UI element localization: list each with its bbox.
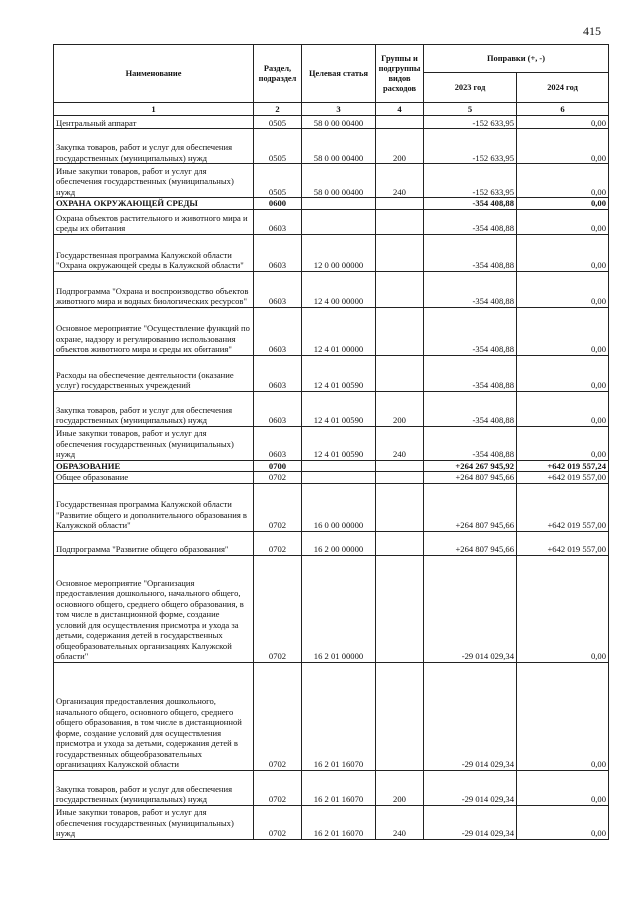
table-row — [54, 472, 609, 484]
row-amount-2023: -354 408,88 — [424, 234, 517, 271]
row-name: Организация предоставления дошкольного, начального общего, основного общего, среднего общего образования, в том числе в дистанционной форме, создание условий для осуществления присмотра и ухода за детьми, содержания детей в государственных общеобразовательных организациях Калужской области — [54, 662, 254, 770]
budget-amendments-table — [53, 44, 609, 840]
header-2023: 2023 год — [424, 73, 517, 103]
row-section: 0702 — [254, 770, 302, 805]
column-number: 1 — [54, 103, 254, 116]
row-section: 0603 — [254, 307, 302, 355]
row-group — [376, 271, 424, 307]
row-group: 240 — [376, 164, 424, 198]
row-section: 0603 — [254, 234, 302, 271]
row-section: 0505 — [254, 116, 302, 129]
row-amount-2023: -354 408,88 — [424, 355, 517, 391]
table-row — [54, 198, 609, 210]
row-amount-2024: 0,00 — [517, 391, 609, 426]
row-amount-2023: -354 408,88 — [424, 209, 517, 234]
row-target: 16 2 01 16070 — [302, 805, 376, 839]
row-group — [376, 662, 424, 770]
row-target: 16 2 01 00000 — [302, 555, 376, 662]
row-section: 0702 — [254, 483, 302, 531]
row-amount-2024: 0,00 — [517, 234, 609, 271]
row-name: Иные закупки товаров, работ и услуг для обеспечения государственных (муниципальных) нужд — [54, 426, 254, 460]
row-amount-2024: 0,00 — [517, 426, 609, 460]
row-amount-2023: -354 408,88 — [424, 426, 517, 460]
row-group — [376, 209, 424, 234]
header-amendments: Поправки (+, -) — [424, 45, 609, 73]
row-amount-2023: +264 807 945,66 — [424, 531, 517, 555]
table-row — [54, 531, 609, 555]
row-section: 0600 — [254, 198, 302, 210]
row-target — [302, 209, 376, 234]
row-section: 0603 — [254, 209, 302, 234]
row-section: 0603 — [254, 355, 302, 391]
header-target: Целевая статья — [302, 45, 376, 103]
row-target — [302, 472, 376, 484]
row-section: 0603 — [254, 271, 302, 307]
row-section: 0702 — [254, 555, 302, 662]
row-group — [376, 116, 424, 129]
table-row — [54, 164, 609, 198]
row-name: Подпрограмма "Охрана и воспроизводство объектов животного мира и водных биологических ресурсов" — [54, 271, 254, 307]
row-target: 16 2 01 16070 — [302, 770, 376, 805]
row-name: Государственная программа Калужской области "Развитие общего и дополнительного образования в Калужской области" — [54, 483, 254, 531]
table-row — [54, 116, 609, 129]
table-row — [54, 483, 609, 531]
row-amount-2024: 0,00 — [517, 355, 609, 391]
row-name: Закупка товаров, работ и услуг для обеспечения государственных (муниципальных) нужд — [54, 129, 254, 164]
row-group — [376, 198, 424, 210]
row-amount-2024: +642 019 557,00 — [517, 531, 609, 555]
row-amount-2023: -152 633,95 — [424, 164, 517, 198]
row-amount-2024: 0,00 — [517, 555, 609, 662]
row-amount-2023: +264 267 945,92 — [424, 460, 517, 472]
row-group — [376, 355, 424, 391]
row-amount-2024: 0,00 — [517, 129, 609, 164]
row-target: 12 0 00 00000 — [302, 234, 376, 271]
row-amount-2023: -29 014 029,34 — [424, 555, 517, 662]
row-amount-2024: +642 019 557,00 — [517, 483, 609, 531]
table-row — [54, 460, 609, 472]
row-amount-2024: 0,00 — [517, 164, 609, 198]
row-group — [376, 472, 424, 484]
table-row — [54, 355, 609, 391]
row-name: Закупка товаров, работ и услуг для обеспечения государственных (муниципальных) нужд — [54, 770, 254, 805]
table-row — [54, 805, 609, 839]
row-name: Иные закупки товаров, работ и услуг для обеспечения государственных (муниципальных) нужд — [54, 164, 254, 198]
row-target: 16 0 00 00000 — [302, 483, 376, 531]
row-name: ОХРАНА ОКРУЖАЮЩЕЙ СРЕДЫ — [54, 198, 254, 210]
header-group: Группы и подгруппы видов расходов — [376, 45, 424, 103]
row-amount-2024: +642 019 557,00 — [517, 472, 609, 484]
row-name: Основное мероприятие "Организация предоставления дошкольного, начального общего, основного общего, среднего общего образования, в том числе в дистанционной форме, создание условий для осуществления присмотра и ухода за детьми, содержания детей в государственных общеобразовательных организациях Калужской области" — [54, 555, 254, 662]
table-row — [54, 426, 609, 460]
row-target: 16 2 00 00000 — [302, 531, 376, 555]
row-section: 0505 — [254, 129, 302, 164]
row-amount-2024: 0,00 — [517, 198, 609, 210]
table-row — [54, 307, 609, 355]
row-target: 12 4 01 00590 — [302, 426, 376, 460]
row-amount-2024: 0,00 — [517, 770, 609, 805]
row-name: Охрана объектов растительного и животного мира и среды их обитания — [54, 209, 254, 234]
row-name: ОБРАЗОВАНИЕ — [54, 460, 254, 472]
column-number: 6 — [517, 103, 609, 116]
row-amount-2024: 0,00 — [517, 805, 609, 839]
row-amount-2024: 0,00 — [517, 271, 609, 307]
column-number: 3 — [302, 103, 376, 116]
row-target: 12 4 01 00590 — [302, 391, 376, 426]
row-group — [376, 483, 424, 531]
row-group: 240 — [376, 805, 424, 839]
table-row — [54, 129, 609, 164]
header-section: Раздел, подраздел — [254, 45, 302, 103]
row-name: Закупка товаров, работ и услуг для обеспечения государственных (муниципальных) нужд — [54, 391, 254, 426]
row-name: Расходы на обеспечение деятельности (оказание услуг) государственных учреждений — [54, 355, 254, 391]
row-name: Центральный аппарат — [54, 116, 254, 129]
table-row — [54, 271, 609, 307]
row-target: 16 2 01 16070 — [302, 662, 376, 770]
row-name: Общее образование — [54, 472, 254, 484]
row-group: 200 — [376, 770, 424, 805]
row-group — [376, 555, 424, 662]
table-row — [54, 770, 609, 805]
row-amount-2024: 0,00 — [517, 662, 609, 770]
table-row — [54, 662, 609, 770]
row-name: Государственная программа Калужской области "Охрана окружающей среды в Калужской области" — [54, 234, 254, 271]
row-section: 0505 — [254, 164, 302, 198]
row-name: Иные закупки товаров, работ и услуг для обеспечения государственных (муниципальных) нужд — [54, 805, 254, 839]
row-target: 58 0 00 00400 — [302, 129, 376, 164]
row-amount-2023: +264 807 945,66 — [424, 472, 517, 484]
table-row — [54, 234, 609, 271]
row-target — [302, 198, 376, 210]
row-group — [376, 531, 424, 555]
row-amount-2023: -354 408,88 — [424, 271, 517, 307]
row-group — [376, 460, 424, 472]
row-name: Подпрограмма "Развитие общего образования" — [54, 531, 254, 555]
row-section: 0603 — [254, 426, 302, 460]
row-amount-2023: -29 014 029,34 — [424, 662, 517, 770]
row-amount-2023: -354 408,88 — [424, 391, 517, 426]
row-amount-2023: -152 633,95 — [424, 116, 517, 129]
table-body — [54, 116, 609, 840]
row-amount-2024: 0,00 — [517, 307, 609, 355]
row-target — [302, 460, 376, 472]
row-section: 0700 — [254, 460, 302, 472]
row-amount-2023: -152 633,95 — [424, 129, 517, 164]
row-name: Основное мероприятие "Осуществление функций по охране, надзору и регулированию использования объектов животного мира и среды их обитания" — [54, 307, 254, 355]
table-row — [54, 209, 609, 234]
row-target: 12 4 00 00000 — [302, 271, 376, 307]
row-group: 200 — [376, 391, 424, 426]
row-section: 0702 — [254, 805, 302, 839]
row-amount-2024: 0,00 — [517, 116, 609, 129]
column-number: 2 — [254, 103, 302, 116]
row-amount-2024: +642 019 557,24 — [517, 460, 609, 472]
row-group: 240 — [376, 426, 424, 460]
column-number: 4 — [376, 103, 424, 116]
header-2024: 2024 год — [517, 73, 609, 103]
table-row — [54, 391, 609, 426]
row-section: 0702 — [254, 662, 302, 770]
row-section: 0603 — [254, 391, 302, 426]
header-name: Наименование — [54, 45, 254, 103]
row-target: 58 0 00 00400 — [302, 164, 376, 198]
table-row — [54, 555, 609, 662]
row-amount-2023: -354 408,88 — [424, 198, 517, 210]
row-target: 12 4 01 00000 — [302, 307, 376, 355]
row-section: 0702 — [254, 531, 302, 555]
page-number: 415 — [583, 24, 601, 38]
row-amount-2024: 0,00 — [517, 209, 609, 234]
row-group: 200 — [376, 129, 424, 164]
row-section: 0702 — [254, 472, 302, 484]
column-number: 5 — [424, 103, 517, 116]
row-amount-2023: -29 014 029,34 — [424, 770, 517, 805]
row-target: 58 0 00 00400 — [302, 116, 376, 129]
row-amount-2023: -29 014 029,34 — [424, 805, 517, 839]
row-target: 12 4 01 00590 — [302, 355, 376, 391]
row-amount-2023: +264 807 945,66 — [424, 483, 517, 531]
row-amount-2023: -354 408,88 — [424, 307, 517, 355]
row-group — [376, 307, 424, 355]
row-group — [376, 234, 424, 271]
